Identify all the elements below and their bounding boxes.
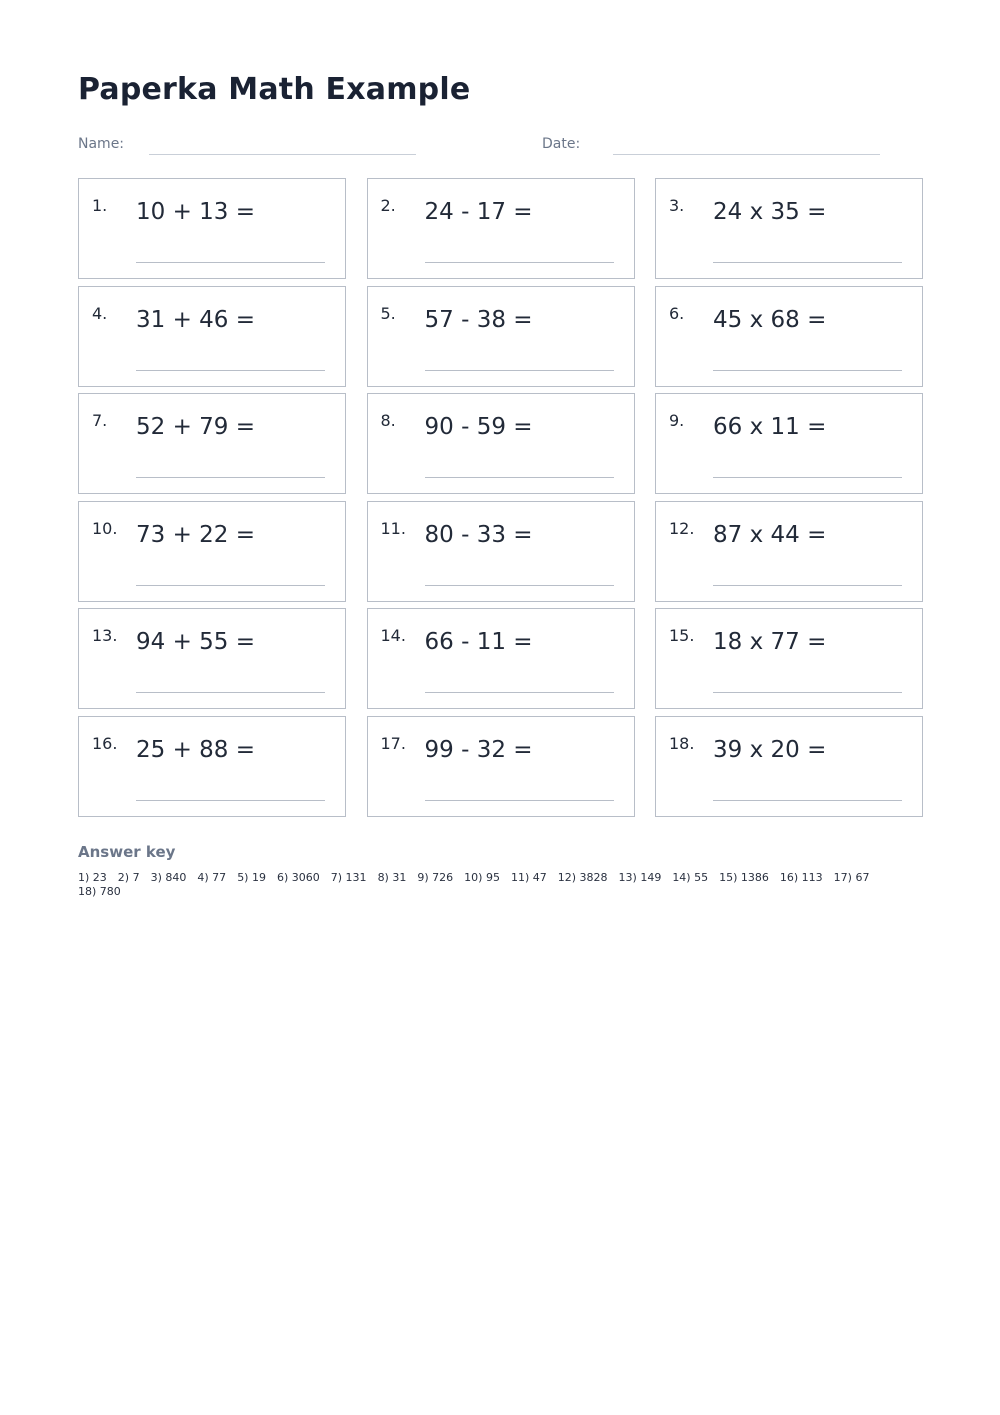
problem-number: 3. [669, 196, 685, 215]
problem-card [367, 608, 635, 709]
answer-line[interactable] [136, 477, 325, 478]
problem-number: 14. [380, 626, 406, 645]
problem-card [655, 286, 923, 387]
problem-number: 6. [669, 303, 685, 323]
answer-line[interactable] [425, 477, 614, 478]
answer-line[interactable] [136, 585, 325, 586]
problem-expression: 66 x 11 = [713, 414, 827, 440]
problem-expression: 24 - 17 = [424, 199, 533, 225]
problem-number: 4. [92, 303, 108, 323]
problem-expression: 90 - 59 = [424, 414, 533, 440]
answer-line[interactable] [425, 585, 614, 586]
name-label: Name: [78, 136, 125, 152]
problem-number: 1. [92, 196, 108, 215]
problem-expression: 80 - 33 = [424, 521, 533, 548]
answer-key-item: 6) 3060 [276, 871, 320, 884]
answer-line[interactable] [713, 370, 902, 371]
problem-expression: 99 - 32 = [424, 736, 533, 763]
problem-expression: 39 x 20 = [713, 736, 827, 763]
problem-expression: 66 - 11 = [424, 629, 533, 655]
problem-card [78, 286, 346, 387]
answer-key-item: 2) 7 [117, 871, 140, 884]
problem-card [78, 501, 346, 602]
answer-line[interactable] [425, 262, 614, 263]
answer-key-item: 17) 67 [833, 871, 870, 884]
problem-card [78, 608, 346, 709]
name-field-line[interactable] [149, 154, 416, 155]
problem-expression: 18 x 77 = [713, 629, 827, 655]
problem-number: 13. [92, 626, 118, 645]
answer-line[interactable] [713, 262, 902, 263]
answer-line[interactable] [713, 800, 902, 801]
problem-number: 9. [669, 411, 685, 430]
problem-number: 10. [92, 518, 118, 538]
answer-line[interactable] [136, 800, 325, 801]
name-date-row [78, 136, 923, 158]
problem-card [655, 716, 923, 817]
answer-line[interactable] [713, 477, 902, 478]
answer-line[interactable] [136, 692, 325, 693]
problem-number: 8. [380, 411, 396, 430]
problem-card [367, 178, 635, 279]
problem-number: 17. [380, 733, 406, 753]
answer-key-list [78, 871, 928, 899]
problem-number: 5. [380, 303, 396, 323]
answer-line[interactable] [425, 692, 614, 693]
problem-card [78, 178, 346, 279]
answer-key-item: 14) 55 [672, 871, 709, 884]
problem-expression: 87 x 44 = [713, 521, 827, 548]
problem-number: 2. [380, 196, 396, 215]
answer-key-item: 13) 149 [618, 871, 662, 884]
answer-key-item: 18) 780 [78, 885, 121, 898]
problem-expression: 24 x 35 = [713, 199, 827, 225]
problem-expression: 94 + 55 = [136, 629, 256, 655]
answer-key-item: 12) 3828 [557, 871, 608, 884]
problem-card [367, 501, 635, 602]
date-label: Date: [542, 136, 581, 152]
answer-key-item: 1) 23 [78, 871, 107, 884]
problem-card [78, 716, 346, 817]
problem-expression: 52 + 79 = [136, 414, 256, 440]
problem-number: 18. [669, 733, 695, 753]
answer-key-item: 11) 47 [510, 871, 547, 884]
problem-expression: 31 + 46 = [136, 306, 256, 333]
answer-key-item: 8) 31 [377, 871, 407, 884]
answer-key-item: 5) 19 [237, 871, 266, 884]
problem-expression: 45 x 68 = [713, 306, 827, 333]
answer-line[interactable] [425, 800, 614, 801]
answer-key-item: 10) 95 [464, 871, 500, 884]
page-title: Paperka Math Example [78, 72, 471, 107]
problem-card [655, 501, 923, 602]
answer-key-item: 3) 840 [150, 871, 187, 884]
problem-card [367, 286, 635, 387]
answer-key-item: 15) 1386 [719, 871, 769, 884]
problem-card [367, 393, 635, 494]
problem-number: 12. [669, 518, 695, 538]
answer-key-item: 16) 113 [779, 871, 823, 884]
problem-number: 15. [669, 626, 695, 645]
answer-line[interactable] [713, 692, 902, 693]
problem-card [655, 608, 923, 709]
answer-key-item: 7) 131 [330, 871, 367, 884]
answer-key-item: 9) 726 [417, 871, 454, 884]
problem-number: 7. [92, 411, 108, 430]
problem-expression: 10 + 13 = [136, 199, 256, 225]
problem-card [655, 393, 923, 494]
answer-key-item: 4) 77 [197, 871, 227, 884]
answer-line[interactable] [713, 585, 902, 586]
problem-card [78, 393, 346, 494]
date-field-line[interactable] [613, 154, 880, 155]
problem-expression: 73 + 22 = [136, 521, 256, 548]
answer-line[interactable] [136, 370, 325, 371]
problem-card [367, 716, 635, 817]
answer-line[interactable] [136, 262, 325, 263]
answer-key-title: Answer key [78, 843, 176, 861]
problem-expression: 25 + 88 = [136, 736, 256, 763]
answer-line[interactable] [425, 370, 614, 371]
problem-number: 16. [92, 733, 118, 753]
problem-card [655, 178, 923, 279]
problem-grid [78, 178, 923, 817]
problem-number: 11. [380, 518, 406, 538]
problem-expression: 57 - 38 = [424, 306, 533, 333]
